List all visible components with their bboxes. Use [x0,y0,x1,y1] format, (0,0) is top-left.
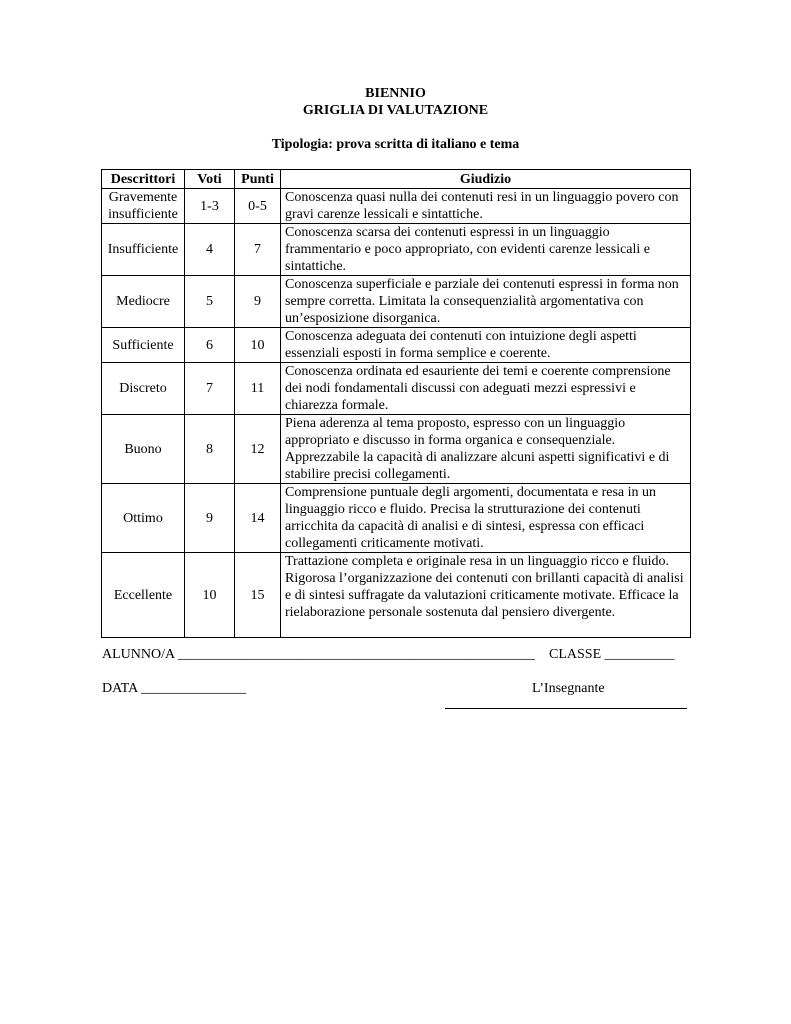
judgement-cell: Trattazione completa e originale resa in un linguaggio ricco e fluido. Rigorosa l’organizzazione dei contenuti con brillanti capacità di analisi e di sintesi suffragate da valutazioni criticamente motivate. Efficace la rielaborazione personale sostenuta dal pensiero divergente. [281,553,691,638]
points-cell: 9 [235,276,281,328]
grade-cell: 9 [185,484,235,553]
grade-cell: 4 [185,224,235,276]
table-row [102,553,691,638]
table-row [102,189,691,224]
descriptor-cell: Insufficiente [102,224,185,276]
column-header: Voti [185,170,235,189]
grade-cell: 1-3 [185,189,235,224]
document-subtitle: GRIGLIA DI VALUTAZIONE [302,103,489,118]
descriptor-cell: Eccellente [102,553,185,638]
table-row [102,224,691,276]
judgement-cell: Comprensione puntuale degli argomenti, documentata e resa in un linguaggio ricco e fluido. Precisa la strutturazione dei contenuti arricchita da capacità di analisi e di sintesi, espressa con efficaci collegamenti criticamente motivati. [281,484,691,553]
descriptor-cell: Gravemente insufficiente [102,189,185,224]
descriptor-cell: Buono [102,415,185,484]
grade-cell: 7 [185,363,235,415]
document-title: BIENNIO [365,86,426,101]
column-header: Punti [235,170,281,189]
judgement-cell: Conoscenza adeguata dei contenuti con intuizione degli aspetti essenziali esposti in forma semplice e coerente. [281,328,691,363]
points-cell: 14 [235,484,281,553]
descriptor-cell: Ottimo [102,484,185,553]
teacher-signature-line [445,708,687,709]
grade-cell: 10 [185,553,235,638]
table-row [102,328,691,363]
column-header: Descrittori [102,170,185,189]
grade-cell: 6 [185,328,235,363]
points-cell: 0-5 [235,189,281,224]
points-cell: 11 [235,363,281,415]
points-cell: 15 [235,553,281,638]
judgement-cell: Piena aderenza al tema proposto, espresso con un linguaggio appropriato e discusso in forma organica e consequenziale. Apprezzabile la capacità di analizzare alcuni aspetti significativi e di stabilire precisi collegamenti. [281,415,691,484]
judgement-cell: Conoscenza superficiale e parziale dei contenuti espressi in forma non sempre corretta. Limitata la consequenzialità argomentativa con un’esposizione disorganica. [281,276,691,328]
grade-cell: 5 [185,276,235,328]
teacher-label: L’Insegnante [532,681,605,696]
descriptor-cell: Mediocre [102,276,185,328]
points-cell: 12 [235,415,281,484]
evaluation-grid-table [101,169,691,638]
judgement-cell: Conoscenza scarsa dei contenuti espressi in un linguaggio frammentario e poco appropriato, con evidenti carenze lessicali e sintattiche. [281,224,691,276]
column-header: Giudizio [281,170,691,189]
date-line: DATA _______________ [102,681,246,696]
grade-cell: 8 [185,415,235,484]
judgement-cell: Conoscenza ordinata ed esauriente dei temi e coerente comprensione dei nodi fondamentali discussi con adeguati mezzi espressivi e chiarezza formale. [281,363,691,415]
table-header-row [102,170,691,189]
descriptor-cell: Sufficiente [102,328,185,363]
table-row [102,363,691,415]
student-name-line: ALUNNO/A ___________________________________________________ [102,647,535,662]
points-cell: 7 [235,224,281,276]
judgement-cell: Conoscenza quasi nulla dei contenuti resi in un linguaggio povero con gravi carenze lessicali e sintattiche. [281,189,691,224]
class-line: CLASSE __________ [549,647,675,662]
descriptor-cell: Discreto [102,363,185,415]
points-cell: 10 [235,328,281,363]
table-row [102,415,691,484]
table-row [102,276,691,328]
document-typology: Tipologia: prova scritta di italiano e tema [271,137,520,152]
table-row [102,484,691,553]
